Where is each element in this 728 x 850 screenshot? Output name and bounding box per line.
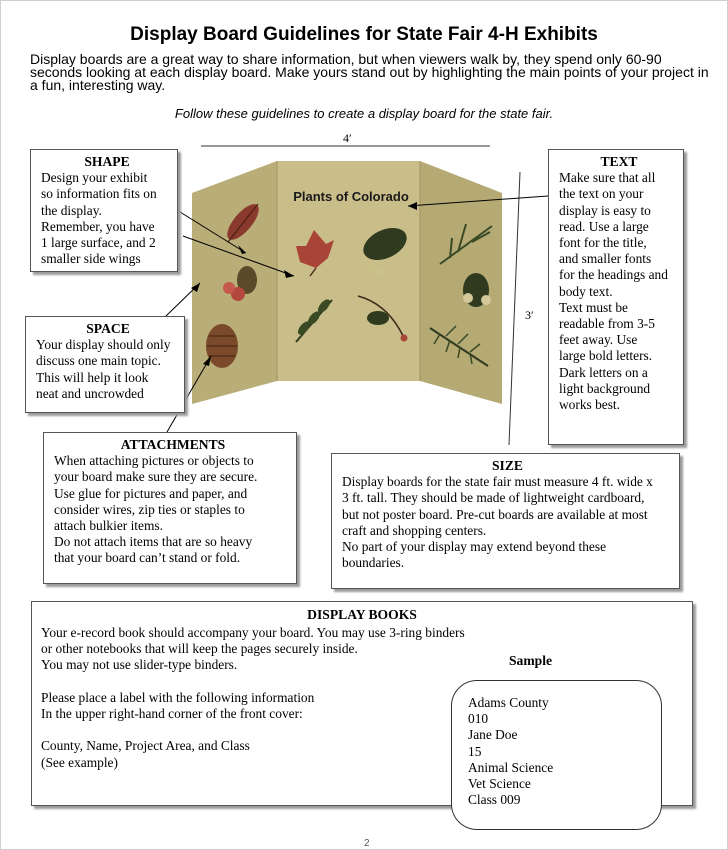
space-heading: SPACE (86, 321, 130, 336)
page-number: 2 (364, 838, 370, 849)
sample-line: Vet Science (468, 776, 531, 792)
board-right-wing (420, 161, 502, 404)
text-heading: TEXT (600, 154, 638, 169)
text-line: and smaller fonts (559, 251, 652, 267)
attachments-line: When attaching pictures or objects to (54, 453, 254, 469)
attachments-line: attach bulkier items. (54, 518, 163, 534)
text-callout (548, 149, 684, 445)
sample-line: Class 009 (468, 792, 521, 808)
books-line: County, Name, Project Area, and Class (41, 738, 250, 754)
space-line: neat and uncrowded (36, 385, 144, 401)
attachments-line: consider wires, zip ties or staples to (54, 501, 245, 517)
size-line: boundaries. (342, 555, 405, 571)
shape-callout (30, 149, 178, 272)
text-line: font for the title, (559, 235, 647, 251)
text-line: read. Use a large (559, 218, 649, 234)
display-books-body (41, 625, 511, 771)
follow-instruction: Follow these guidelines to create a display board for the state fair. (174, 106, 554, 121)
sample-line: Jane Doe (468, 727, 518, 743)
sample-line: 010 (468, 711, 489, 727)
shape-line: the display. (41, 202, 102, 218)
books-line: You may not use slider-type binders. (41, 657, 238, 673)
space-line: This will help it look (36, 369, 149, 385)
books-line (41, 674, 511, 690)
text-line: light background (559, 380, 651, 396)
attachments-heading: ATTACHMENTS (120, 437, 226, 452)
sample-line: Adams County (468, 695, 549, 710)
shape-heading: SHAPE (84, 154, 130, 169)
height-label: 3′ (525, 308, 534, 322)
text-line: readable from 3-5 (559, 316, 655, 332)
size-line: but not poster board. Pre-cut boards are available at most (342, 506, 648, 522)
text-line: the text on your (559, 186, 644, 202)
sample-label-card (451, 680, 662, 830)
text-line: large bold letters. (559, 348, 653, 364)
books-line: Please place a label with the following information (41, 689, 315, 705)
space-line: discuss one main topic. (36, 353, 161, 369)
shape-line: Design your exhibit (41, 170, 148, 186)
shape-line: 1 large surface, and 2 (41, 235, 156, 251)
display-books-section (31, 601, 693, 806)
size-line: craft and shopping centers. (342, 522, 487, 538)
sample-line: 15 (468, 743, 482, 759)
books-line: In the upper right-hand corner of the front cover: (41, 706, 303, 722)
shape-line: so information fits on (41, 186, 157, 202)
text-line: for the headings and (559, 267, 668, 283)
size-line: 3 ft. tall. They should be made of lightweight cardboard, (342, 490, 645, 506)
pinecone-icon (206, 324, 238, 368)
text-line: body text. (559, 283, 613, 299)
books-line: (See example) (41, 754, 118, 770)
space-line: Your display should only (36, 337, 171, 353)
sample-line: Animal Science (468, 759, 554, 775)
attachments-line: that your board can’t stand or fold. (54, 550, 241, 566)
board-title: Plants of Colorado (293, 189, 409, 204)
page-title: Display Board Guidelines for State Fair 4-H Exhibits (130, 24, 598, 45)
text-line: Dark letters on a (559, 364, 648, 380)
attachments-callout (43, 432, 297, 584)
sample-label: Sample (509, 653, 553, 668)
books-line: Your e-record book should accompany your board. You may use 3-ring binders (41, 625, 465, 640)
size-line: Display boards for the state fair must measure 4 ft. wide x (342, 474, 653, 490)
intro-paragraph: Display boards are a great way to share information, but when viewers walk by, they spend only 60-90 seconds looking at each display board. Make yours stand out by highlighting the main points of your project in a fun, interesting way. (30, 51, 709, 93)
text-line: Text must be (559, 299, 628, 315)
attachments-line: your board make sure they are secure. (54, 469, 258, 485)
books-line (41, 722, 511, 738)
text-line: feet away. Use (559, 332, 638, 348)
height-dimension-line (509, 172, 520, 445)
size-heading: SIZE (492, 458, 523, 473)
attachments-line: Use glue for pictures and paper, and (54, 485, 248, 501)
display-books-heading: DISPLAY BOOKS (307, 607, 417, 622)
shape-line: smaller side wings (41, 251, 141, 267)
shape-line: Remember, you have (41, 218, 155, 234)
books-line: or other notebooks that will keep the pages securely inside. (41, 641, 358, 657)
size-line: No part of your display may extend beyond these (342, 539, 607, 555)
width-label: 4′ (343, 131, 352, 145)
text-line: display is easy to (559, 202, 651, 218)
text-line: Make sure that all (559, 170, 656, 186)
space-callout (25, 316, 185, 413)
size-callout (331, 453, 680, 589)
text-line: works best. (559, 397, 620, 413)
attachments-line: Do not attach items that are so heavy (54, 534, 253, 550)
